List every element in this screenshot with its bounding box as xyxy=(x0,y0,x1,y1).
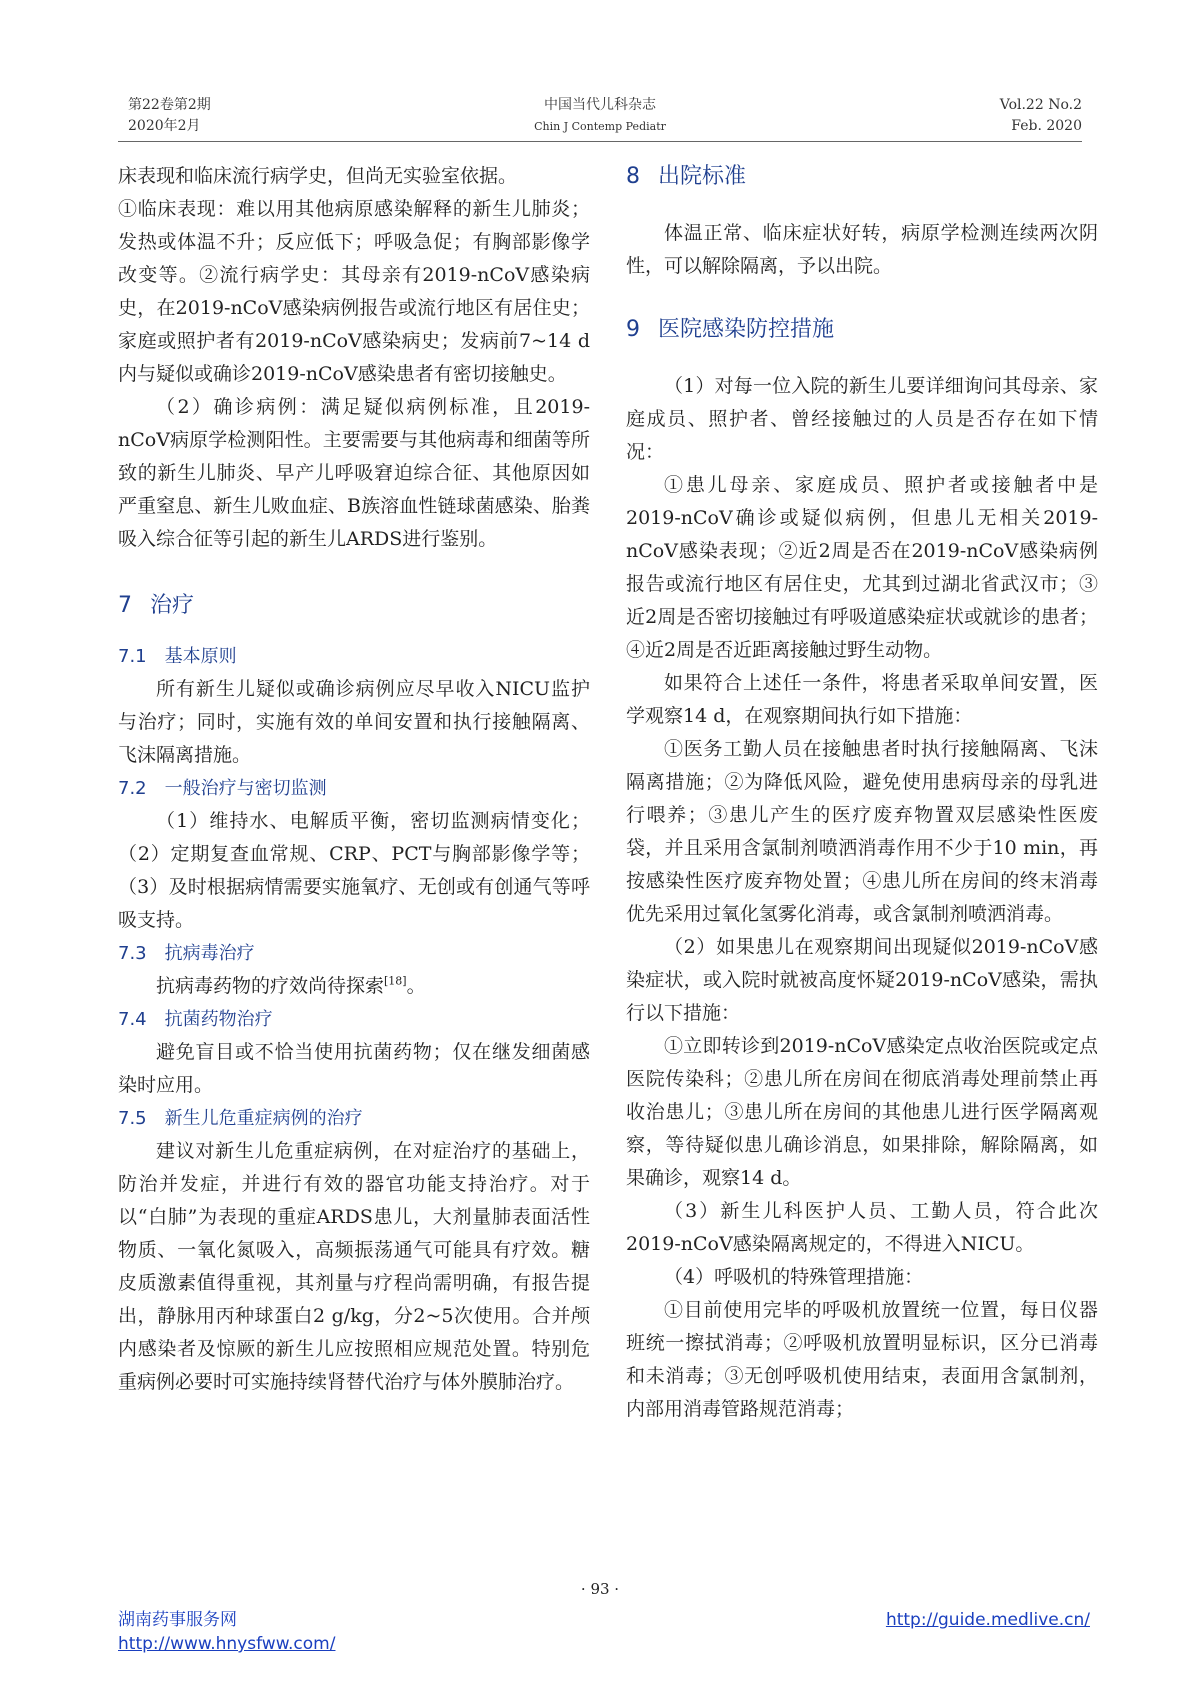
section-title: 治疗 xyxy=(150,593,195,618)
paragraph: （1）对每一位入院的新生儿要详细询问其母亲、家庭成员、照护者、曾经接触过的人员是否存在如下情况： xyxy=(626,375,1098,463)
paragraph: （2）如果患儿在观察期间出现疑似2019-nCoV感染症状，或入院时就被高度怀疑2019-nCoV感染，需执行以下措施： xyxy=(626,936,1098,1024)
journal-subtitle: Chin J Contemp Pediatr xyxy=(534,120,666,133)
footer-right xyxy=(886,1608,1090,1632)
paragraph-text: 抗病毒药物的疗效尚待探索 xyxy=(156,975,385,997)
paragraph-end: 。 xyxy=(406,975,426,997)
subsection-title: 一般治疗与密切监测 xyxy=(164,778,327,799)
paragraph: ①临床表现：难以用其他病原感染解释的新生儿肺炎；发热或体温不升；反应低下；呼吸急促；有胸部影像学改变等。②流行病学史：其母亲有2019-nCoV感染病史，在2019-nCoV感染病例报告或流行地区有居住史；家庭或照护者有2019-nCoV感染病史；发病前7~14 d内与疑似或确诊2019-nCoV感染患者有密切接触史。 xyxy=(118,198,590,385)
right-column xyxy=(626,160,1098,1426)
paragraph: ①患儿母亲、家庭成员、照护者或接触者中是2019-nCoV确诊或疑似病例，但患儿无相关2019-nCoV感染表现；②近2周是否在2019-nCoV感染病例报告或流行地区有居住史，尤其到过湖北省武汉市；③近2周是否密切接触过有呼吸道感染症状或就诊的患者；④近2周是否近距离接触过野生动物。 xyxy=(626,474,1098,661)
subsection-number: 7.5 xyxy=(118,1108,147,1129)
section-title: 医院感染防控措施 xyxy=(658,317,835,342)
subsection-number: 7.1 xyxy=(118,646,147,667)
subsection-heading-7-3 xyxy=(118,937,590,970)
subsection-title: 抗菌药物治疗 xyxy=(164,1009,273,1030)
section-number: 8 xyxy=(626,164,640,189)
subsection-heading-7-5 xyxy=(118,1102,590,1135)
citation-ref[interactable]: [18] xyxy=(384,974,407,988)
section-heading-7 xyxy=(118,589,590,622)
header-date-en: Feb. 2020 xyxy=(1011,118,1082,134)
section-heading-8 xyxy=(626,160,1098,193)
footer-site-name: 湖南药事服务网 xyxy=(118,1610,237,1630)
subsection-heading-7-4 xyxy=(118,1003,590,1036)
subsection-title: 新生儿危重症病例的治疗 xyxy=(164,1108,363,1129)
journal-title: 中国当代儿科杂志 xyxy=(544,97,656,113)
subsection-title: 抗病毒治疗 xyxy=(164,943,255,964)
header-volume-en: Vol.22 No.2 xyxy=(999,97,1082,113)
paragraph: （1）维持水、电解质平衡，密切监测病情变化；（2）定期复查血常规、CRP、PCT与胸部影像学等；（3）及时根据病情需要实施氧疗、无创或有创通气等呼吸支持。 xyxy=(118,810,590,931)
footer-left-link[interactable]: http://www.hnysfww.com/ xyxy=(118,1634,336,1654)
header-date: 2020年2月 xyxy=(128,118,201,134)
subsection-number: 7.2 xyxy=(118,778,147,799)
footer-left xyxy=(118,1608,335,1656)
left-column xyxy=(118,160,590,1399)
paragraph: ①医务工勤人员在接触患者时执行接触隔离、飞沫隔离措施；②为降低风险，避免使用患病母亲的母乳进行喂养；③患儿产生的医疗废弃物置双层感染性医废袋，并且采用含氯制剂喷洒消毒作用不少于10 min，再按感染性医疗废弃物处置；④患儿所在房间的终末消毒优先采用过氧化氢雾化消毒，或含氯制剂喷洒消毒。 xyxy=(626,738,1098,925)
page-number: · 93 · xyxy=(580,1580,620,1598)
subsection-number: 7.3 xyxy=(118,943,147,964)
section-number: 7 xyxy=(118,593,132,618)
paragraph: 建议对新生儿危重症病例，在对症治疗的基础上，防治并发症，并进行有效的器官功能支持治疗。对于以“白肺”为表现的重症ARDS患儿，大剂量肺表面活性物质、一氧化氮吸入，高频振荡通气可能具有疗效。糖皮质激素值得重视，其剂量与疗程尚需明确，有报告提出，静脉用丙种球蛋白2 g/kg，分2~5次使用。合并颅内感染者及惊厥的新生儿应按照相应规范处置。特别危重病例必要时可实施持续肾替代治疗与体外膜肺治疗。 xyxy=(118,1140,590,1393)
paragraph xyxy=(118,970,590,1003)
paragraph: 床表现和临床流行病学史，但尚无实验室依据。 xyxy=(118,165,518,187)
paragraph: （2）确诊病例：满足疑似病例标准，且2019-nCoV病原学检测阳性。主要需要与其他病毒和细菌等所致的新生儿肺炎、早产儿呼吸窘迫综合征、其他原因如严重窒息、新生儿败血症、B族溶血性链球菌感染、胎粪吸入综合征等引起的新生儿ARDS进行鉴别。 xyxy=(118,396,590,550)
paragraph: 体温正常、临床症状好转，病原学检测连续两次阴性，可以解除隔离，予以出院。 xyxy=(626,222,1098,277)
paragraph: （3）新生儿科医护人员、工勤人员，符合此次2019-nCoV感染隔离规定的，不得进入NICU。 xyxy=(626,1200,1098,1255)
subsection-number: 7.4 xyxy=(118,1009,147,1030)
subsection-title: 基本原则 xyxy=(164,646,237,667)
subsection-heading-7-1 xyxy=(118,640,590,673)
running-header xyxy=(118,95,1082,143)
header-rule xyxy=(118,141,1082,142)
section-number: 9 xyxy=(626,317,640,342)
header-volume: 第22卷第2期 xyxy=(128,97,211,113)
section-heading-9 xyxy=(626,313,1098,346)
paragraph: 所有新生儿疑似或确诊病例应尽早收入NICU监护与治疗；同时，实施有效的单间安置和执行接触隔离、飞沫隔离措施。 xyxy=(118,678,590,766)
section-title: 出院标准 xyxy=(658,164,747,189)
paragraph: （4）呼吸机的特殊管理措施： xyxy=(664,1266,924,1288)
paragraph: 如果符合上述任一条件，将患者采取单间安置，医学观察14 d，在观察期间执行如下措施： xyxy=(626,672,1098,727)
header-issue-info-en xyxy=(1000,95,1082,137)
paragraph: ①目前使用完毕的呼吸机放置统一位置，每日仪器班统一擦拭消毒；②呼吸机放置明显标识，区分已消毒和未消毒；③无创呼吸机使用结束，表面用含氯制剂，内部用消毒管路规范消毒； xyxy=(626,1299,1098,1420)
paragraph: 避免盲目或不恰当使用抗菌药物；仅在继发细菌感染时应用。 xyxy=(118,1041,590,1096)
footer-right-link[interactable]: http://guide.medlive.cn/ xyxy=(885,1610,1090,1630)
paragraph: ①立即转诊到2019-nCoV感染定点收治医院或定点医院传染科；②患儿所在房间在彻底消毒处理前禁止再收治患儿；③患儿所在房间的其他患儿进行医学隔离观察，等待疑似患儿确诊消息，如果排除，解除隔离，如果确诊，观察14 d。 xyxy=(626,1035,1098,1189)
subsection-heading-7-2 xyxy=(118,772,590,805)
header-journal xyxy=(118,95,1082,137)
